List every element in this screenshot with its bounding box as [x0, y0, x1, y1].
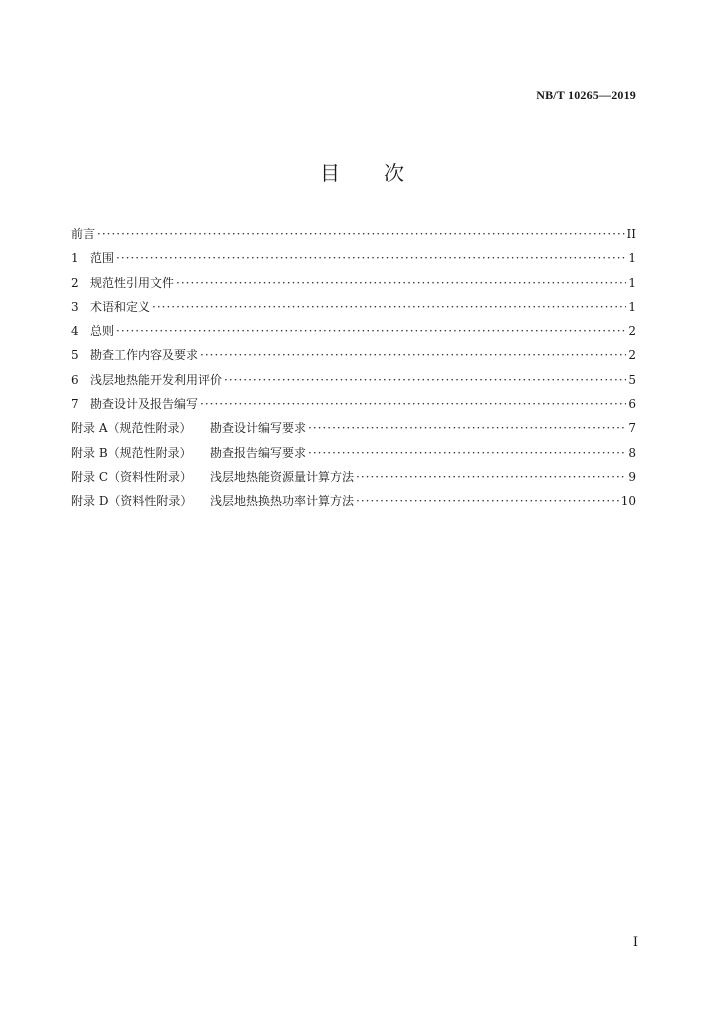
- toc-entry-page: 1: [628, 251, 636, 266]
- toc-entry-page: 6: [628, 397, 636, 412]
- toc-leader-dots: [152, 300, 626, 314]
- toc-entry-survey-work[interactable]: [71, 346, 636, 370]
- toc-leader-dots: [116, 324, 626, 338]
- toc-entry-label: 规范性引用文件: [90, 275, 175, 290]
- toc-entry-appendix-b[interactable]: [71, 444, 636, 468]
- toc-entry-label: 浅层地热换热功率计算方法: [210, 494, 355, 509]
- toc-entry-label: 术语和定义: [90, 299, 151, 314]
- toc-entry-number: 4: [71, 324, 79, 339]
- toc-appendix-id: 附录 B（规范性附录）: [71, 445, 192, 460]
- toc-leader-dots: [116, 251, 626, 265]
- toc-entry-label: 勘查设计及报告编写: [90, 397, 199, 412]
- toc-appendix-id: 附录 D（资料性附录）: [71, 494, 193, 509]
- toc-entry-number: 7: [71, 397, 79, 412]
- toc-entry-appendix-c[interactable]: [71, 468, 636, 492]
- toc-leader-dots: [176, 276, 626, 290]
- toc-entry-label: 前言: [71, 227, 96, 241]
- toc-leader-dots: [308, 421, 626, 435]
- toc-entry-normative-references[interactable]: [71, 274, 636, 298]
- toc-entry-evaluation[interactable]: [71, 371, 636, 395]
- toc-title: 目次: [320, 161, 448, 185]
- toc-leader-dots: [308, 446, 626, 460]
- toc-entry-label: 浅层地热能资源量计算方法: [210, 469, 355, 484]
- toc-entry-label: 总则: [90, 324, 115, 339]
- toc-leader-dots: [356, 494, 619, 508]
- toc-entry-number: 6: [71, 372, 79, 387]
- toc-entry-number: 5: [71, 348, 79, 363]
- toc-entry-terms-definitions[interactable]: [71, 298, 636, 322]
- toc-entry-label: 范围: [90, 251, 115, 266]
- standard-code: NB/T 10265—2019: [536, 88, 636, 102]
- toc-appendix-id: 附录 A（规范性附录）: [71, 421, 192, 436]
- toc-entry-label: 勘查工作内容及要求: [90, 348, 199, 363]
- toc-leader-dots: [224, 373, 626, 387]
- toc-entry-page: 2: [628, 324, 636, 339]
- toc-entry-page: 7: [628, 421, 636, 436]
- toc-entry-page: 1: [628, 275, 636, 290]
- toc-entry-label: 勘查设计编写要求: [210, 421, 307, 436]
- toc-entry-general[interactable]: [71, 322, 636, 346]
- toc-entry-label: 浅层地热能开发利用评价: [90, 372, 223, 387]
- toc-entry-scope[interactable]: [71, 249, 636, 273]
- table-of-contents: [71, 225, 636, 517]
- toc-entry-page: 8: [628, 445, 636, 460]
- toc-entry-appendix-a[interactable]: [71, 419, 636, 443]
- toc-entry-number: 2: [71, 275, 79, 290]
- toc-entry-page: 1: [628, 299, 636, 314]
- toc-entry-page: 2: [628, 348, 636, 363]
- toc-leader-dots: [356, 470, 626, 484]
- toc-entry-number: 1: [71, 251, 79, 266]
- toc-entry-page: 10: [620, 494, 636, 509]
- page-number: I: [632, 935, 638, 950]
- toc-entry-page: 9: [628, 469, 636, 484]
- toc-leader-dots: [200, 348, 626, 362]
- toc-entry-page: 5: [628, 372, 636, 387]
- toc-entry-number: 3: [71, 299, 79, 314]
- toc-entry-design-report[interactable]: [71, 395, 636, 419]
- toc-entry-page: II: [626, 227, 636, 241]
- toc-appendix-id: 附录 C（资料性附录）: [71, 469, 192, 484]
- toc-entry-label: 勘查报告编写要求: [210, 445, 307, 460]
- toc-entry-foreword[interactable]: [71, 225, 636, 249]
- toc-entry-appendix-d[interactable]: [71, 492, 636, 516]
- toc-leader-dots: [200, 397, 626, 411]
- toc-leader-dots: [97, 227, 625, 241]
